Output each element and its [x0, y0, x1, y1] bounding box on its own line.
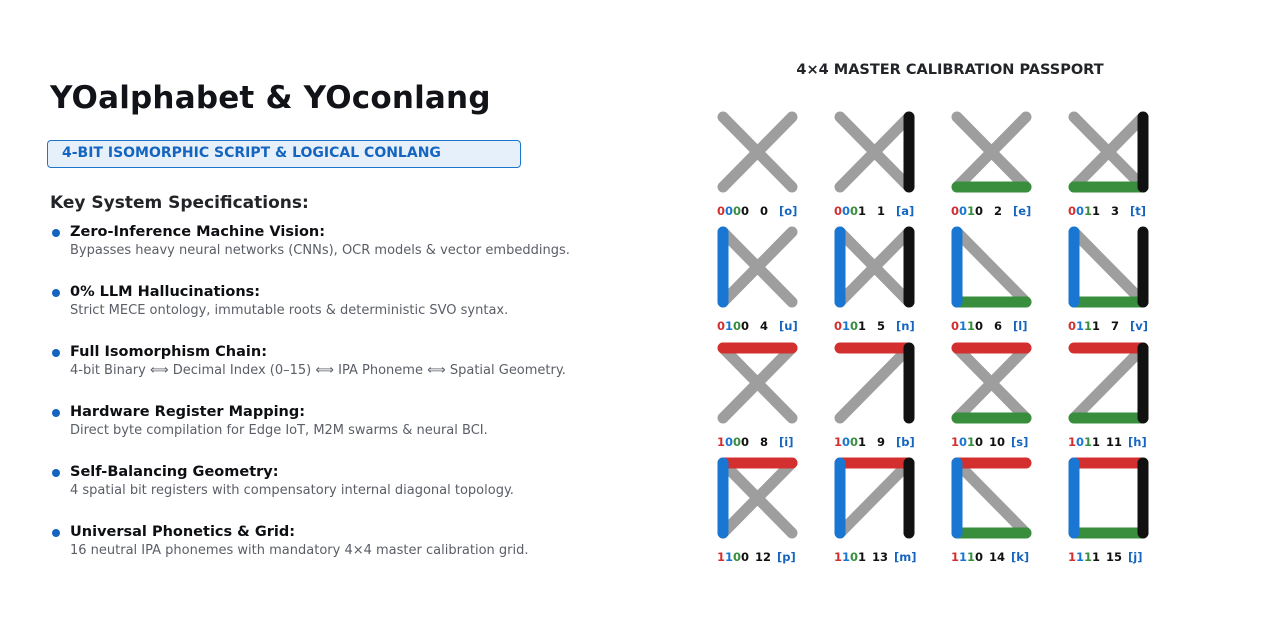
decimal-index: 3	[1111, 204, 1120, 218]
glyph-4	[723, 232, 792, 302]
bit-digit: 0	[975, 435, 984, 449]
spec-title: Full Isomorphism Chain:	[70, 344, 268, 360]
glyph-6	[957, 232, 1026, 302]
ipa-phoneme: [i]	[779, 435, 794, 449]
glyph-7	[1074, 232, 1143, 302]
glyph-label	[951, 204, 1047, 222]
bit-digit: 0	[717, 319, 726, 333]
ipa-phoneme: [j]	[1128, 550, 1143, 564]
bit-digit: 0	[959, 204, 968, 218]
glyph-1	[840, 117, 909, 187]
bit-digit: 0	[717, 204, 726, 218]
bit-digit: 1	[858, 550, 867, 564]
bit-digit: 1	[1076, 319, 1085, 333]
bit-digit: 0	[733, 550, 742, 564]
glyph-12	[723, 463, 792, 533]
bit-digit: 1	[1092, 550, 1101, 564]
glyph-9	[840, 348, 909, 418]
bit-digit: 0	[1068, 319, 1077, 333]
bit-digit: 1	[1068, 435, 1077, 449]
binary-code	[834, 435, 866, 449]
bit-digit: 1	[858, 319, 867, 333]
bit-digit: 0	[733, 435, 742, 449]
glyph-13	[840, 463, 909, 533]
bit-digit: 0	[1068, 204, 1077, 218]
binary-code	[717, 319, 749, 333]
glyph-diagonal-rising	[840, 463, 909, 533]
bit-digit: 1	[858, 435, 867, 449]
calibration-grid-title: 4×4 MASTER CALIBRATION PASSPORT	[796, 62, 1104, 78]
glyph-label	[834, 204, 930, 222]
bit-digit: 0	[1076, 435, 1085, 449]
glyph-15	[1074, 463, 1143, 533]
binary-code	[951, 435, 983, 449]
bit-digit: 1	[725, 319, 734, 333]
glyph-label	[951, 435, 1047, 453]
bit-digit: 1	[1084, 550, 1093, 564]
bit-digit: 1	[858, 204, 867, 218]
decimal-index: 7	[1111, 319, 1120, 333]
glyph-label	[834, 435, 930, 453]
ipa-phoneme: [n]	[896, 319, 915, 333]
bit-digit: 0	[741, 204, 750, 218]
bit-digit: 1	[951, 550, 960, 564]
binary-code	[717, 435, 749, 449]
decimal-index: 9	[877, 435, 886, 449]
ipa-phoneme: [s]	[1011, 435, 1029, 449]
bit-digit: 0	[975, 319, 984, 333]
glyph-label	[1068, 435, 1164, 453]
glyph-11	[1074, 348, 1143, 418]
spec-description: 4-bit Binary ⟺ Decimal Index (0–15) ⟺ IPA Phoneme ⟺ Spatial Geometry.	[70, 363, 566, 378]
ipa-phoneme: [a]	[896, 204, 915, 218]
glyph-label	[1068, 204, 1164, 222]
bit-digit: 1	[717, 550, 726, 564]
bit-digit: 0	[842, 435, 851, 449]
glyph-label	[951, 319, 1047, 337]
spec-title: 0% LLM Hallucinations:	[70, 284, 261, 300]
decimal-index: 2	[994, 204, 1003, 218]
glyph-label	[717, 204, 813, 222]
glyph-8	[723, 348, 792, 418]
bit-digit: 0	[959, 435, 968, 449]
bit-digit: 1	[1084, 319, 1093, 333]
bit-digit: 0	[725, 435, 734, 449]
bit-digit: 0	[834, 204, 843, 218]
bit-digit: 0	[725, 204, 734, 218]
glyph-3	[1074, 117, 1143, 187]
bit-digit: 0	[741, 550, 750, 564]
glyph-0	[723, 117, 792, 187]
glyph-label	[1068, 319, 1164, 337]
binary-code	[951, 319, 983, 333]
bit-digit: 1	[834, 550, 843, 564]
bit-digit: 0	[834, 319, 843, 333]
ipa-phoneme: [p]	[777, 550, 796, 564]
bit-digit: 1	[967, 435, 976, 449]
glyph-diagonal-rising	[1074, 348, 1143, 418]
ipa-phoneme: [k]	[1011, 550, 1030, 564]
glyph-10	[957, 348, 1026, 418]
ipa-phoneme: [b]	[896, 435, 915, 449]
decimal-index: 0	[760, 204, 769, 218]
decimal-index: 14	[989, 550, 1006, 564]
bit-digit: 1	[951, 435, 960, 449]
glyph-diagonal-falling	[1074, 232, 1143, 302]
bit-digit: 0	[741, 435, 750, 449]
bit-digit: 0	[850, 204, 859, 218]
glyph-label	[717, 319, 813, 337]
bit-digit: 0	[975, 204, 984, 218]
glyph-label	[834, 319, 930, 337]
spec-description: Strict MECE ontology, immutable roots & deterministic SVO syntax.	[70, 303, 509, 318]
ipa-phoneme: [o]	[779, 204, 798, 218]
bit-digit: 0	[850, 319, 859, 333]
bit-digit: 1	[717, 435, 726, 449]
bit-digit: 1	[1076, 550, 1085, 564]
bit-digit: 1	[1092, 435, 1101, 449]
spec-description: Bypasses heavy neural networks (CNNs), OCR models & vector embeddings.	[70, 243, 570, 258]
glyph-label	[834, 550, 930, 568]
bit-digit: 0	[842, 204, 851, 218]
bit-digit: 0	[975, 550, 984, 564]
decimal-index: 10	[989, 435, 1006, 449]
binary-code	[1068, 319, 1100, 333]
glyph-5	[840, 232, 909, 302]
decimal-index: 15	[1106, 550, 1123, 564]
binary-code	[834, 319, 866, 333]
binary-code	[834, 550, 866, 564]
bit-digit: 0	[1076, 204, 1085, 218]
bit-digit: 0	[850, 550, 859, 564]
binary-code	[1068, 204, 1100, 218]
bit-digit: 1	[967, 204, 976, 218]
page-title: YOalphabet & YOconlang	[50, 80, 491, 116]
glyph-diagonal-rising	[840, 348, 909, 418]
decimal-index: 13	[872, 550, 889, 564]
subtitle-badge: 4-BIT ISOMORPHIC SCRIPT & LOGICAL CONLANG	[47, 140, 521, 168]
binary-code	[951, 550, 983, 564]
ipa-phoneme: [v]	[1130, 319, 1149, 333]
ipa-phoneme: [t]	[1130, 204, 1147, 218]
ipa-phoneme: [l]	[1013, 319, 1028, 333]
specs-heading: Key System Specifications:	[50, 193, 309, 213]
bit-digit: 1	[967, 319, 976, 333]
spec-title: Self-Balancing Geometry:	[70, 464, 279, 480]
bit-digit: 0	[951, 204, 960, 218]
spec-title: Universal Phonetics & Grid:	[70, 524, 296, 540]
decimal-index: 5	[877, 319, 886, 333]
glyph-label	[717, 435, 813, 453]
ipa-phoneme: [e]	[1013, 204, 1032, 218]
bit-digit: 1	[725, 550, 734, 564]
glyph-2	[957, 117, 1026, 187]
bit-digit: 0	[733, 319, 742, 333]
ipa-phoneme: [m]	[894, 550, 917, 564]
ipa-phoneme: [u]	[779, 319, 798, 333]
bit-digit: 1	[842, 319, 851, 333]
glyph-diagonal-falling	[957, 463, 1026, 533]
binary-code	[951, 204, 983, 218]
binary-code	[834, 204, 866, 218]
bit-digit: 1	[1084, 204, 1093, 218]
bit-digit: 0	[733, 204, 742, 218]
binary-code	[717, 204, 749, 218]
spec-title: Hardware Register Mapping:	[70, 404, 306, 420]
bit-digit: 0	[951, 319, 960, 333]
binary-code	[1068, 550, 1100, 564]
ipa-phoneme: [h]	[1128, 435, 1147, 449]
glyph-label	[951, 550, 1047, 568]
glyph-14	[957, 463, 1026, 533]
spec-description: Direct byte compilation for Edge IoT, M2M swarms & neural BCI.	[70, 423, 488, 438]
bit-digit: 1	[967, 550, 976, 564]
glyph-diagonal-falling	[957, 232, 1026, 302]
spec-description: 4 spatial bit registers with compensatory internal diagonal topology.	[70, 483, 514, 498]
decimal-index: 11	[1106, 435, 1123, 449]
glyph-label	[717, 550, 813, 568]
spec-description: 16 neutral IPA phonemes with mandatory 4×4 master calibration grid.	[70, 543, 529, 558]
binary-code	[1068, 435, 1100, 449]
decimal-index: 12	[755, 550, 772, 564]
decimal-index: 6	[994, 319, 1003, 333]
bit-digit: 1	[842, 550, 851, 564]
bit-digit: 0	[741, 319, 750, 333]
bit-digit: 1	[1092, 319, 1101, 333]
decimal-index: 8	[760, 435, 769, 449]
binary-code	[717, 550, 749, 564]
bit-digit: 1	[959, 550, 968, 564]
bit-digit: 0	[850, 435, 859, 449]
decimal-index: 1	[877, 204, 886, 218]
bit-digit: 1	[959, 319, 968, 333]
bit-digit: 1	[1084, 435, 1093, 449]
bit-digit: 1	[1092, 204, 1101, 218]
glyph-label	[1068, 550, 1164, 568]
bit-digit: 1	[1068, 550, 1077, 564]
decimal-index: 4	[760, 319, 769, 333]
bit-digit: 1	[834, 435, 843, 449]
spec-title: Zero-Inference Machine Vision:	[70, 224, 326, 240]
